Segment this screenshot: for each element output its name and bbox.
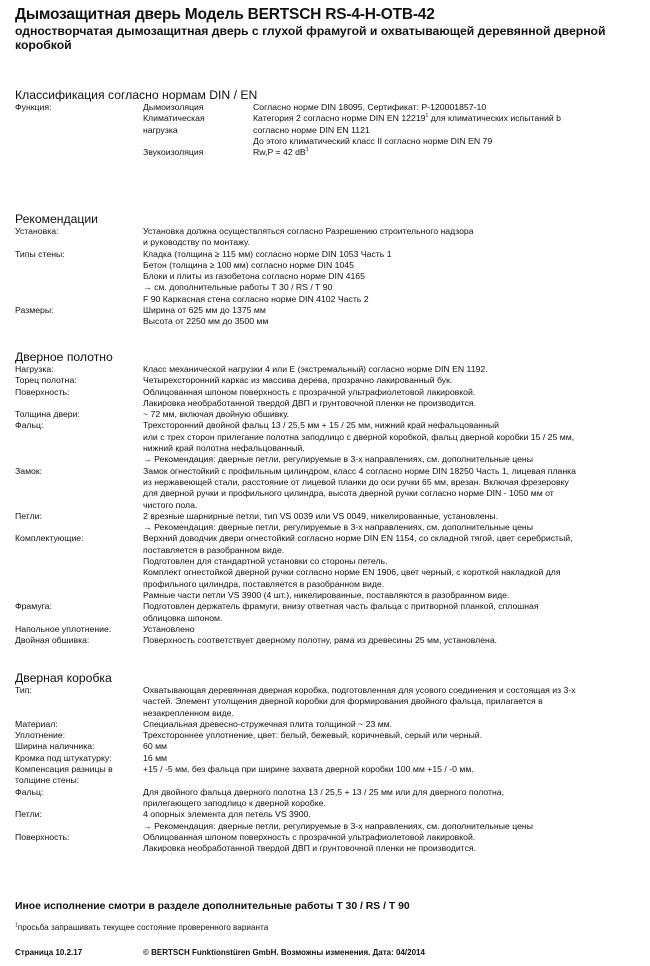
section-heading-classification: Классификация согласно нормам DIN / EN bbox=[15, 88, 258, 102]
row-value-line: Трехсторонний двойной фальц 13 / 25,5 мм + 15 / 25 мм, нижний край нефальцованный bbox=[143, 420, 499, 431]
row-label: Фальц: bbox=[15, 420, 44, 431]
spec-row bbox=[15, 624, 645, 635]
item-value: Согласно норме DIN 18095, Сертификат: P-120001857-10 bbox=[253, 102, 487, 112]
row-value-line: или с трех сторон прилегание полотна заподлицо с дверной коробкой, фальц дверной коробки 15 / 25 мм, bbox=[143, 431, 575, 442]
row-value-line: частей. Элемент утолщения дверной коробки для формирования двойного фальца, прилагается в bbox=[143, 696, 543, 707]
spec-row bbox=[15, 249, 645, 305]
row-label: Толщина двери: bbox=[15, 409, 80, 420]
row-value-line: → Рекомендация: дверные петли, регулируемые в 3-х направлениях, см. дополнительные цены bbox=[143, 522, 533, 533]
row-label: Ширина наличника: bbox=[15, 741, 95, 752]
row-value-line: ~ 72 мм, включая двойную обшивку. bbox=[143, 409, 290, 420]
row-value-line: профильного цилиндра, поставляется в разобранном виде. bbox=[143, 578, 385, 589]
other-version-note: Иное исполнение смотри в разделе дополнительные работы T 30 / RS / T 90 bbox=[15, 901, 410, 912]
row-value-line: Высота от 2250 мм до 3500 мм bbox=[143, 316, 269, 327]
item-value: До этого климатический класс II согласно норме DIN EN 79 bbox=[253, 135, 493, 146]
row-value-line: Охватывающая деревянная дверная коробка, подготовленная для усового соединения и состоящая из 3-х bbox=[143, 685, 576, 695]
row-value-line: облицовка шпоном. bbox=[143, 612, 223, 623]
row-value-line: Лакировка необработанной твердой ДВП и грунтовочной пленки не производится. bbox=[143, 397, 477, 408]
row-value-line: Замок огнестойкий с профильным цилиндром, класс 4 согласно норме DIN 18250 Часть 1, лицевая планка bbox=[143, 465, 576, 476]
row-value-line: Кладка (толщина ≥ 115 мм) согласно норме DIN 1053 Часть 1 bbox=[143, 248, 392, 259]
row-label: Размеры: bbox=[15, 305, 54, 316]
row-value-line: Специальная древесно-стружечная плита толщиной ~ 23 мм. bbox=[143, 718, 393, 729]
row-value-line: Блоки и плиты из газобетона согласно норме DIN 4165 bbox=[143, 271, 365, 282]
section-heading-recommendations: Рекомендации bbox=[15, 212, 98, 226]
row-value-line: Подготовлен держатель фрамуги, внизу ответная часть фальца с притворной планкой, сплошная bbox=[143, 601, 539, 612]
classification-item bbox=[143, 147, 645, 158]
row-value-line: Трехстороннее уплотнение, цвет: белый, бежевый, коричневый, серый или черный. bbox=[143, 730, 483, 741]
row-label: Компенсация разницы в bbox=[15, 764, 113, 775]
row-value-line: 4 опорных элемента для петель VS 3900. bbox=[143, 809, 311, 820]
row-value-line: Для двойного фальца дверного полотна 13 / 25,5 + 13 / 25 мм или для дверного полотна, bbox=[143, 786, 505, 797]
document-title: Дымозащитная дверь Модель BERTSCH RS-4-H-OTB-42 bbox=[15, 6, 435, 23]
spec-row bbox=[15, 764, 645, 787]
row-value-line: F 90 Каркасная стена согласно норме DIN 4102 Часть 2 bbox=[143, 293, 369, 304]
spec-row bbox=[15, 787, 645, 810]
page-number: Страница 10.2.17 bbox=[15, 948, 83, 957]
spec-row bbox=[15, 730, 645, 741]
door-leaf-list bbox=[15, 364, 645, 646]
row-value-line: Рамные части петли VS 3900 (4 шт.), никелированные, поставляются в разобранном виде. bbox=[143, 589, 510, 600]
classification-item bbox=[143, 113, 645, 147]
footnote-ref: 1 bbox=[305, 147, 309, 154]
row-label: Нагрузка: bbox=[15, 364, 54, 374]
row-value-line: → см. дополнительные работы T 30 / RS / T 90 bbox=[143, 282, 333, 293]
row-value-line: для дверной ручки и профильного цилиндра, высота дверной ручки согласно норме DIN - 1050 мм от bbox=[143, 488, 554, 499]
document-subtitle: одностворчатая дымозащитная дверь с глухой фрамугой и охватывающей деревянной дверной коробкой bbox=[15, 24, 606, 52]
spec-row bbox=[15, 364, 645, 375]
spec-row bbox=[15, 375, 645, 386]
recommendations-list bbox=[15, 226, 645, 328]
classification-item bbox=[143, 102, 645, 113]
spec-row bbox=[15, 466, 645, 511]
row-value-line: Верхний доводчик двери огнестойкий согласно норме DIN EN 1154, со складной тягой, цвет серебристый, bbox=[143, 533, 573, 544]
row-value-line: Облицованная шпоном поверхность с прозрачной ультрафиолетовой лакировкой. bbox=[143, 831, 476, 842]
row-label: Установка: bbox=[15, 226, 59, 236]
item-name: Звукоизоляция bbox=[143, 147, 204, 158]
row-label: Поверхность: bbox=[15, 386, 70, 397]
row-value-line: Класс механической нагрузки 4 или E (экстремальный) согласно норме DIN EN 1192. bbox=[143, 364, 488, 374]
row-value-line: незакрепленном виде. bbox=[143, 707, 234, 718]
item-value: Rw,P = 42 dB bbox=[253, 147, 306, 158]
row-label: Комплектующие: bbox=[15, 533, 84, 544]
row-value-line: Ширина от 625 мм до 1375 мм bbox=[143, 305, 266, 316]
row-label: Петли: bbox=[15, 510, 42, 521]
row-value-line: Комплект огнестойкой дверной ручки согласно норме EN 1906, цвет черный, с короткой накладкой для bbox=[143, 567, 561, 578]
spec-row bbox=[15, 635, 645, 646]
spec-row bbox=[15, 719, 645, 730]
item-value: согласно норме DIN EN 1121 bbox=[253, 124, 370, 135]
row-value-line: 60 мм bbox=[143, 741, 168, 752]
section-heading-door-leaf: Дверное полотно bbox=[15, 350, 113, 364]
row-label: Напольное уплотнение: bbox=[15, 623, 112, 634]
door-frame-list bbox=[15, 685, 645, 854]
row-label: Двойная обшивка: bbox=[15, 635, 90, 646]
row-label: Тип: bbox=[15, 685, 32, 695]
item-name: нагрузка bbox=[143, 124, 178, 135]
row-value-line: прилегающего заподлицо к дверной коробке. bbox=[143, 797, 326, 808]
row-value-line: Установлено bbox=[143, 623, 195, 634]
row-label: Фрамуга: bbox=[15, 601, 52, 612]
item-value: для климатических испытаний b bbox=[430, 113, 561, 124]
row-value-line: → Рекомендация: дверные петли, регулируемые в 3-х направлениях, см. дополнительные цены bbox=[143, 820, 533, 831]
row-value-line: Лакировка необработанной твердой ДВП и грунтовочной пленки не производится. bbox=[143, 843, 477, 854]
spec-row bbox=[15, 685, 645, 719]
item-name: Дымоизоляция bbox=[143, 102, 204, 112]
row-label: Фальц: bbox=[15, 786, 44, 797]
row-label: Петли: bbox=[15, 809, 42, 820]
row-label: Уплотнение: bbox=[15, 730, 66, 741]
spec-row bbox=[15, 305, 645, 328]
row-label: Торец полотна: bbox=[15, 375, 77, 386]
item-name: Климатическая bbox=[143, 113, 205, 124]
spec-row bbox=[15, 533, 645, 601]
spec-row bbox=[15, 420, 645, 465]
row-value-line: и руководству по монтажу. bbox=[143, 237, 250, 248]
row-label: толщине стены: bbox=[15, 775, 80, 786]
spec-row bbox=[15, 832, 645, 855]
row-value-line: → Рекомендация: дверные петли, регулируемые в 3-х направлениях, см. дополнительные цены bbox=[143, 454, 533, 465]
row-value-line: 16 мм bbox=[143, 752, 168, 763]
row-label: Замок: bbox=[15, 465, 43, 476]
section-heading-door-frame: Дверная коробка bbox=[15, 671, 112, 685]
footnote-mark: 1 bbox=[15, 922, 18, 929]
spec-row bbox=[15, 809, 645, 832]
spec-row bbox=[15, 511, 645, 534]
row-value-line: Поверхность соответствует дверному полотну, рама из древесины 25 мм, установлена. bbox=[143, 635, 498, 646]
page-footer bbox=[15, 948, 425, 957]
footnote-text: просьба запрашивать текущее состояние проверенного варианта bbox=[17, 923, 269, 932]
row-value-line: +15 / -5 мм, без фальца при ширине захвата дверной коробки 100 мм +15 / -0 мм. bbox=[143, 764, 474, 775]
row-value-line: Облицованная шпоном поверхность с прозрачной ультрафиолетовой лакировкой. bbox=[143, 386, 476, 397]
row-label: Материал: bbox=[15, 718, 58, 729]
footnote-ref: 1 bbox=[425, 113, 429, 120]
row-label: Кромка под штукатурку: bbox=[15, 752, 112, 763]
spec-row bbox=[15, 741, 645, 752]
row-value-line: поставляется в разобранном виде. bbox=[143, 544, 285, 555]
item-value: Категория 2 согласно норме DIN EN 12219 bbox=[253, 113, 426, 124]
classification-row bbox=[15, 102, 645, 158]
row-value-line: нижний край полотна нефальцованный. bbox=[143, 443, 305, 454]
row-value-line: Бетон (толщина ≥ 100 мм) согласно норме DIN 1045 bbox=[143, 259, 354, 270]
spec-row bbox=[15, 753, 645, 764]
row-value-line: чистого пола. bbox=[143, 499, 198, 510]
row-label: Функция: bbox=[15, 102, 52, 112]
footnote bbox=[15, 923, 268, 932]
row-value-line: Подготовлен для стандартной установки со стороны петель. bbox=[143, 556, 388, 567]
row-value-line: Четырехсторонний каркас из массива дерева, прозрачно лакированный бук. bbox=[143, 375, 453, 386]
row-value-line: Установка должна осуществляться согласно Разрешению строительного надзора bbox=[143, 226, 474, 236]
spec-row bbox=[15, 226, 645, 249]
spec-row bbox=[15, 409, 645, 420]
spec-row bbox=[15, 601, 645, 624]
spec-row bbox=[15, 387, 645, 410]
row-value-line: из нержавеющей стали, расстояние от лицевой планки до оси ручки 65 мм, врезан. Включая фрезеровку bbox=[143, 476, 569, 487]
row-value-line: 2 врезные шарнирные петли, тип VS 0039 или VS 0049, никелированные, установлены. bbox=[143, 510, 499, 521]
copyright: © BERTSCH Funktionstüren GmbH. Возможны изменения. Дата: 04/2014 bbox=[143, 948, 425, 957]
row-label: Типы стены: bbox=[15, 248, 65, 259]
row-label: Поверхность: bbox=[15, 831, 70, 842]
